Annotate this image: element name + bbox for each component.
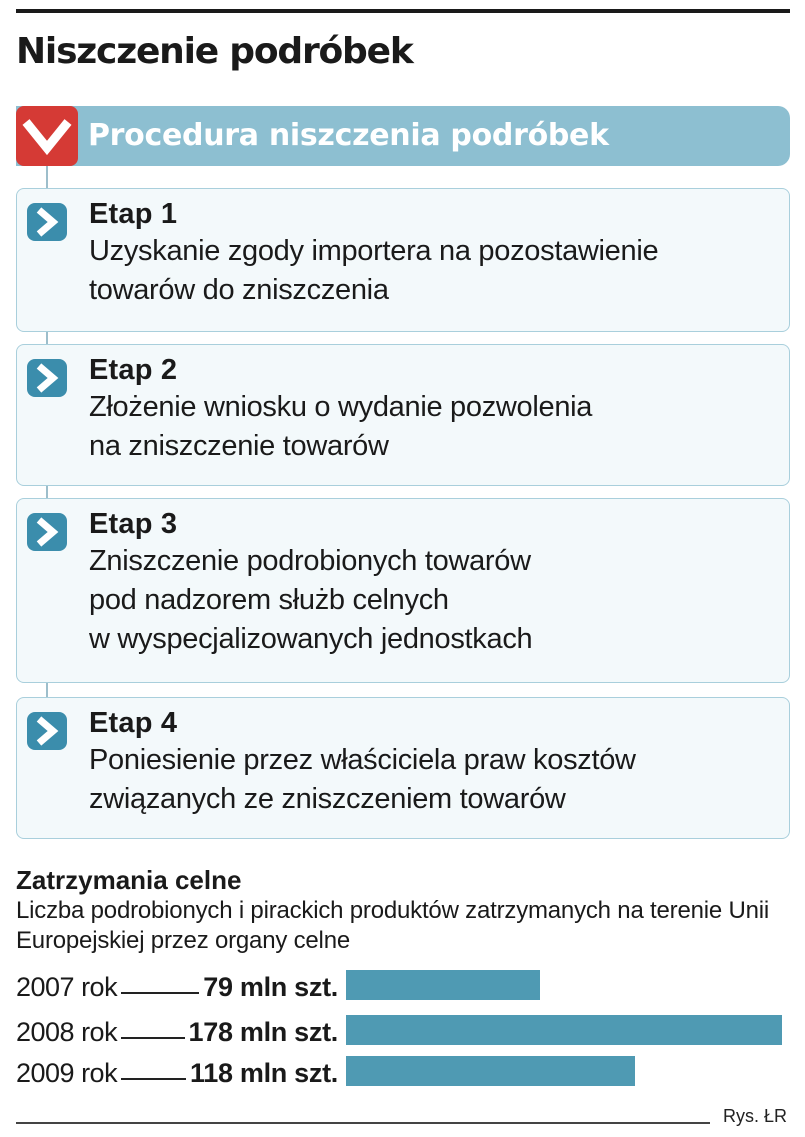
bar-row <box>16 1011 796 1055</box>
bar-category-label: 2008 rok <box>16 1017 118 1047</box>
chevron-right-icon <box>27 513 67 551</box>
bar-value-label: 178 mln szt. <box>188 1017 338 1047</box>
step-description <box>89 232 779 310</box>
step-title: Etap 2 <box>89 354 178 386</box>
bar-leader-line <box>121 1037 184 1039</box>
step-description <box>89 388 779 466</box>
step-line: Zniszczenie podrobionych towarów <box>89 545 531 577</box>
step-line: Uzyskanie zgody importera na pozostawienie <box>89 235 659 267</box>
step-card-2 <box>16 344 790 486</box>
step-title: Etap 1 <box>89 198 178 230</box>
chevron-right-icon <box>27 359 67 397</box>
top-rule <box>16 9 790 13</box>
step-card-1 <box>16 188 790 332</box>
step-title: Etap 3 <box>89 508 178 540</box>
bar-leader-line <box>121 1078 186 1080</box>
step-line: pod nadzorem służb celnych <box>89 584 449 616</box>
step-line: na zniszczenie towarów <box>89 430 389 462</box>
bar <box>346 970 540 1000</box>
step-line: w wyspecjalizowanych jednostkach <box>89 623 533 655</box>
step-line: Poniesienie przez właściciela praw kosztów <box>89 744 636 776</box>
bar <box>346 1015 782 1045</box>
step-card-4 <box>16 697 790 839</box>
bar-row <box>16 1052 796 1096</box>
bar-category-label: 2007 rok <box>16 972 118 1002</box>
chevron-down-icon <box>16 106 78 166</box>
credit: Rys. ŁR <box>722 1106 787 1126</box>
chevron-right-icon <box>27 203 67 241</box>
step-description <box>89 741 779 819</box>
step-line: Złożenie wniosku o wydanie pozwolenia <box>89 391 593 423</box>
step-line: towarów do zniszczenia <box>89 274 389 306</box>
page-title: Niszczenie podróbek <box>16 31 413 72</box>
bottom-rule <box>16 1122 710 1124</box>
step-description <box>89 542 779 659</box>
bar-row <box>16 966 796 1010</box>
procedure-banner <box>16 106 790 166</box>
bar <box>346 1056 635 1086</box>
step-card-3 <box>16 498 790 683</box>
chart-subtitle: Liczba podrobionych i pirackich produktów zatrzymanych na terenie Unii Europejskiej przez organy celne <box>16 897 770 954</box>
bar-value-label: 79 mln szt. <box>203 972 338 1002</box>
step-title: Etap 4 <box>89 707 178 739</box>
chart-title: Zatrzymania celne <box>16 865 242 895</box>
chevron-right-icon <box>27 712 67 750</box>
step-line: związanych ze zniszczeniem towarów <box>89 783 566 815</box>
bar-value-label: 118 mln szt. <box>190 1058 338 1088</box>
procedure-heading: Procedura niszczenia podróbek <box>88 118 609 153</box>
bar-category-label: 2009 rok <box>16 1058 118 1088</box>
bar-leader-line <box>121 992 199 994</box>
